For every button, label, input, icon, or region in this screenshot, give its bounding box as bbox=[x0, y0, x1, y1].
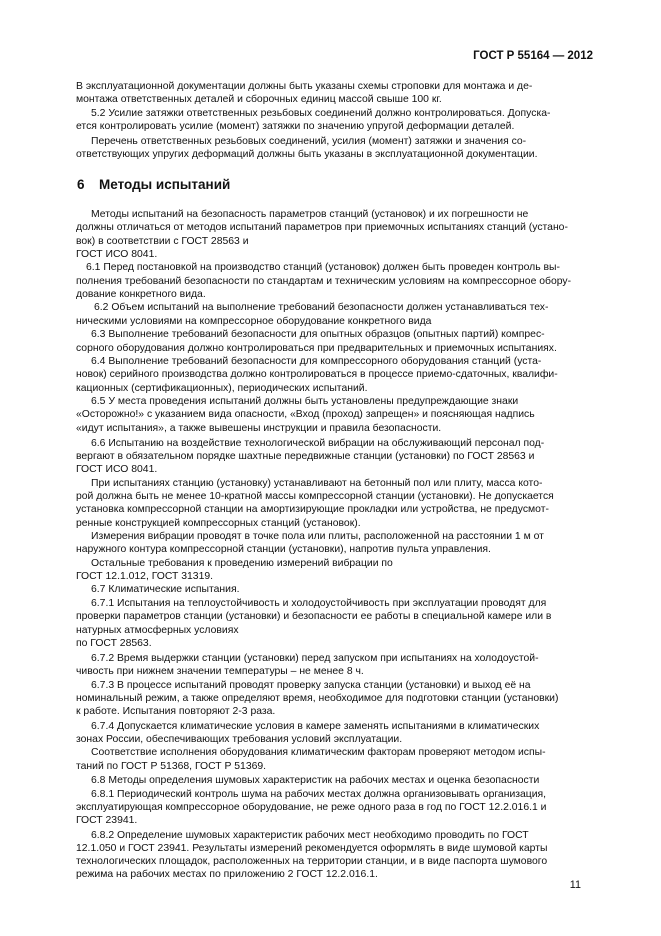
section-heading bbox=[77, 177, 230, 192]
text-line: 6.1 Перед постановкой на производство станций (установок) должен быть проведен контроль вы- bbox=[86, 262, 560, 273]
text-line: эксплуатирующая компрессорное оборудование, не реже одного раза в год по ГОСТ 12.2.016.1 и bbox=[76, 802, 547, 813]
text-line: Измерения вибрации проводят в точке пола или плиты, расположенной на расстоянии 1 м от bbox=[91, 531, 544, 542]
text-line: ГОСТ ИСО 8041. bbox=[76, 249, 158, 260]
text-line: по ГОСТ 28563. bbox=[76, 638, 152, 649]
text-line: ответствующих упругих деформаций должны быть указаны в эксплуатационной документации. bbox=[76, 149, 538, 160]
text-line: номинальный режим, а также определяют время, необходимое для подготовки станции (установки) bbox=[76, 693, 559, 704]
text-line: ГОСТ 23941. bbox=[76, 815, 138, 826]
text-line: 6.4 Выполнение требований безопасности для компрессорного оборудования станций (уста- bbox=[91, 356, 542, 367]
text-line: сорного оборудования должно контролироваться при предварительных и приемочных испытаниях. bbox=[76, 343, 557, 354]
text-line: должны отличаться от методов испытаний параметров при приемочных испытаниях станций (устано- bbox=[76, 222, 568, 233]
text-line: вергают в обязательном порядке шахтные передвижные станции (установки) по ГОСТ 28563 и bbox=[76, 451, 535, 462]
text-line: 6.7.2 Время выдержки станции (установки) перед запуском при испытаниях на холодоустой- bbox=[91, 653, 539, 664]
text-line: ническими условиями на компрессорное оборудование конкретного вида bbox=[76, 316, 432, 327]
text-line: 6.2 Объем испытаний на выполнение требований безопасности должен устанавливаться тех- bbox=[94, 302, 549, 313]
text-line: кационных (сертификационных), периодических испытаний. bbox=[76, 383, 368, 394]
text-line: вок) в соответствии с ГОСТ 28563 и bbox=[76, 236, 249, 247]
text-line: установка компрессорной станции на амортизирующие прокладки или устройства, не предусмот- bbox=[76, 504, 549, 515]
document-code: ГОСТ Р 55164 — 2012 bbox=[473, 50, 593, 62]
text-line: 6.7.1 Испытания на теплоустойчивость и холодоустойчивость при эксплуатации проводят для bbox=[91, 598, 547, 609]
text-line: 6.7.4 Допускается климатические условия в камере заменять испытаниями в климатических bbox=[91, 721, 540, 732]
text-line: режима на рабочих местах по приложению 2 ГОСТ 12.2.016.1. bbox=[76, 869, 378, 880]
text-line: 6.8.1 Периодический контроль шума на рабочих местах должна организовывать организация, bbox=[91, 789, 547, 800]
text-line: 6.7 Климатические испытания. bbox=[91, 584, 240, 595]
text-line: В эксплуатационной документации должны быть указаны схемы строповки для монтажа и де- bbox=[76, 81, 533, 92]
text-line: Перечень ответственных резьбовых соединений, усилия (момент) затяжки и значения со- bbox=[91, 136, 527, 147]
text-line: монтажа ответственных деталей и сборочных единиц массой свыше 100 кг. bbox=[76, 94, 442, 105]
text-line: ренные конструкцией компрессорных станций (установок). bbox=[76, 518, 361, 529]
text-line: Соответствие исполнения оборудования климатическим факторам проверяют методом испы- bbox=[91, 747, 546, 758]
text-line: 6.6 Испытанию на воздействие технологической вибрации на обслуживающий персонал под- bbox=[91, 438, 545, 449]
text-line: полнения требований безопасности по стандартам и техническим условиям на компрессорное обору- bbox=[76, 276, 572, 287]
text-line: 6.5 У места проведения испытаний должны быть установлены предупреждающие знаки bbox=[91, 396, 519, 407]
text-line: 6.7.3 В процессе испытаний проводят проверку запуска станции (установки) и выход её на bbox=[91, 680, 531, 691]
text-line: зонах России, обеспечивающих требования условий эксплуатации. bbox=[76, 734, 403, 745]
text-line: «Осторожно!» с указанием вида опасности, «Вход (проход) запрещен» и поясняющая надпись bbox=[76, 409, 535, 420]
text-line: к работе. Испытания повторяют 2-3 раза. bbox=[76, 706, 276, 717]
text-line: 6.8.2 Определение шумовых характеристик рабочих мест необходимо проводить по ГОСТ bbox=[91, 830, 529, 841]
text-line: 6.3 Выполнение требований безопасности для опытных образцов (опытных партий) компрес- bbox=[91, 329, 545, 340]
text-line: ется контролировать усилие (момент) затяжки по значению упругой деформации деталей. bbox=[76, 121, 515, 132]
text-line: Остальные требования к проведению измерений вибрации по bbox=[91, 558, 393, 569]
text-line: 12.1.050 и ГОСТ 23941. Результаты измерений рекомендуется оформлять в виде шумовой карты bbox=[76, 843, 548, 854]
text-line: наружного контура компрессорной станции (установки), напротив пульта управления. bbox=[76, 544, 491, 555]
text-line: технологических площадок, расположенных на территории станции, и в виде паспорта шумового bbox=[76, 856, 548, 867]
section-number: 6 bbox=[77, 177, 85, 192]
text-line: чивость при нижнем значении температуры – не менее 8 ч. bbox=[76, 666, 364, 677]
text-line: новок) серийного производства должно контролироваться в процессе приемо-сдаточных, квалифи- bbox=[76, 369, 558, 380]
text-line: ГОСТ 12.1.012, ГОСТ 31319. bbox=[76, 571, 214, 582]
page-number: 11 bbox=[569, 879, 581, 891]
section-title: Методы испытаний bbox=[99, 177, 231, 192]
text-line: При испытаниях станцию (установку) устанавливают на бетонный пол или плиту, масса кото- bbox=[91, 478, 543, 489]
text-line: «идут испытания», а также вывешены инструкции и правила безопасности. bbox=[76, 423, 442, 434]
text-line: Методы испытаний на безопасность параметров станций (установок) и их погрешности не bbox=[91, 209, 529, 220]
text-line: проверки параметров станции (установки) и безопасности ее работы в специальной камере или в bbox=[76, 611, 552, 622]
text-line: дование конкретного вида. bbox=[76, 289, 206, 300]
text-line: натурных атмосферных условиях bbox=[76, 625, 239, 636]
text-line: 6.8 Методы определения шумовых характеристик на рабочих местах и оценка безопасности bbox=[91, 775, 540, 786]
text-line: 5.2 Усилие затяжки ответственных резьбовых соединений должно контролироваться. Допуска- bbox=[91, 108, 551, 119]
text-line: таний по ГОСТ Р 51368, ГОСТ Р 51369. bbox=[76, 761, 267, 772]
text-line: рой должна быть не менее 10-кратной массы компрессорной станции (установки). Не допускается bbox=[76, 491, 554, 502]
text-line: ГОСТ ИСО 8041. bbox=[76, 464, 158, 475]
